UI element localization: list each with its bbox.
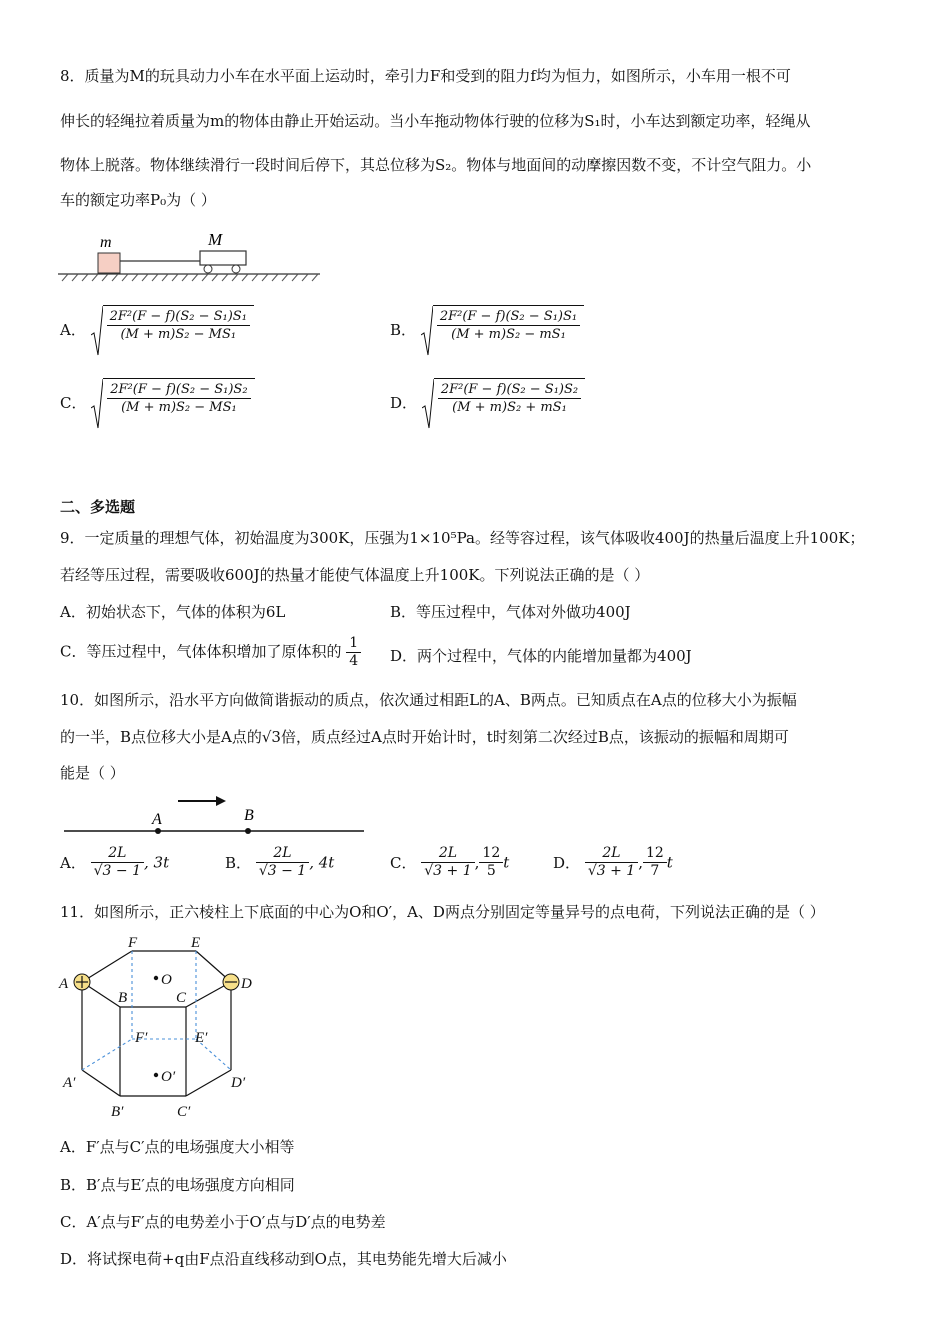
denominator: 7	[650, 863, 660, 879]
option-label: B．	[225, 854, 252, 872]
label-d: D	[241, 976, 252, 992]
q8-option-a[interactable]	[60, 305, 254, 357]
q11-option-b[interactable]: B．B′点与E′点的电场强度方向相同	[60, 1176, 295, 1194]
q8-option-b[interactable]	[390, 305, 584, 357]
sqrt	[422, 378, 585, 430]
q8-line-1: 8．质量为M的玩具动力小车在水平面上运动时，牵引力F和受到的阻力f均为恒力，如图所示，小车用一根不可	[60, 67, 791, 85]
numerator: 12	[479, 845, 503, 863]
q8-cart-figure	[58, 225, 328, 285]
denominator: √3 − 1	[258, 863, 307, 879]
numerator: 2F²(F − f)(S₂ − S₁)S₂	[438, 381, 581, 399]
denominator: (M + m)S₂ − mS₁	[451, 327, 566, 342]
sqrt-sign-icon	[421, 305, 433, 357]
q11-hexagonal-prism-figure	[55, 930, 275, 1125]
denominator: 5	[486, 863, 496, 879]
q9-option-b[interactable]: B．等压过程中，气体对外做功400J	[390, 603, 631, 621]
arrow-head-icon	[216, 796, 226, 806]
center-o-dot	[154, 976, 158, 980]
q9-option-a[interactable]: A．初始状态下，气体的体积为6L	[60, 603, 286, 621]
denominator: (M + m)S₂ + mS₁	[452, 400, 567, 415]
label-o: O	[161, 972, 172, 988]
positive-charge-icon	[74, 974, 90, 990]
cart-wheel	[232, 265, 240, 273]
label-b: B	[244, 807, 254, 824]
option-label: C．	[60, 394, 87, 412]
denominator: √3 + 1	[424, 863, 472, 879]
label-a: A	[152, 811, 162, 828]
option-label: D．	[390, 394, 418, 412]
q8-line-4: 车的额定功率P₀为（ ）	[60, 191, 216, 209]
option-rest: t	[503, 853, 510, 872]
label-d-prime: D′	[231, 1075, 246, 1091]
q10-option-b[interactable]	[225, 845, 334, 880]
label-c: C	[176, 990, 187, 1006]
numerator: 1	[346, 635, 361, 653]
ground-hatch	[62, 274, 318, 281]
numerator: 2F²(F − f)(S₂ − S₁)S₁	[437, 308, 580, 326]
q9-option-c[interactable]	[60, 635, 361, 670]
cart-wheel	[204, 265, 212, 273]
denominator: 4	[349, 653, 359, 669]
label-a-prime: A′	[63, 1075, 76, 1091]
numerator: 2L	[585, 845, 638, 863]
label-b: B	[118, 990, 128, 1006]
label-f: F	[128, 935, 138, 951]
denominator: √3 − 1	[93, 863, 141, 879]
label-o-prime: O′	[161, 1069, 176, 1085]
q8-line-3: 物体上脱落。物体继续滑行一段时间后停下，其总位移为S₂。物体与地面间的动摩擦因数不变，不计空气阻力。小	[60, 156, 812, 174]
hidden-edges	[82, 951, 231, 1070]
option-label: C．	[390, 854, 417, 872]
sqrt-sign-icon	[422, 378, 434, 430]
numerator: 2L	[91, 845, 144, 863]
point-b	[245, 828, 251, 834]
q8-option-c[interactable]	[60, 378, 255, 430]
q9-option-d[interactable]: D．两个过程中，气体的内能增加量都为400J	[390, 647, 692, 665]
numerator: 2F²(F − f)(S₂ − S₁)S₂	[107, 381, 250, 399]
label-m: m	[100, 234, 112, 251]
numerator: 12	[643, 845, 667, 863]
numerator: 2L	[421, 845, 474, 863]
option-label: A．	[60, 321, 86, 339]
option-rest: t	[666, 853, 673, 872]
sqrt	[91, 378, 254, 430]
q10-option-a[interactable]	[60, 845, 169, 880]
q8-option-d[interactable]	[390, 378, 585, 430]
label-c-prime: C′	[177, 1104, 191, 1120]
option-text: C．等压过程中，气体体积增加了原体积的	[60, 642, 342, 661]
label-f-prime: F′	[135, 1030, 148, 1046]
block-m	[98, 253, 120, 273]
option-label: A．	[60, 854, 86, 872]
label-e: E	[191, 935, 201, 951]
q11-option-c[interactable]: C．A′点与F′点的电势差小于O′点与D′点的电势差	[60, 1213, 386, 1231]
q10-line-2: 的一半，B点位移大小是A点的√3倍，质点经过A点时开始计时，t时刻第二次经过B点，该振动的振幅和周期可	[60, 728, 789, 746]
label-M: M	[208, 230, 223, 249]
label-a: A	[59, 976, 69, 992]
q9-line-2: 若经等压过程，需要吸收600J的热量才能使气体温度上升100K。下列说法正确的是（ ）	[60, 566, 650, 584]
negative-charge-icon	[223, 974, 239, 990]
point-a	[155, 828, 161, 834]
numerator: 2F²(F − f)(S₂ − S₁)S₁	[107, 308, 250, 326]
q11-line-1: 11．如图所示，正六棱柱上下底面的中心为O和O′，A、D两点分别固定等量异号的点电荷，下列说法正确的是（ ）	[60, 903, 825, 921]
q10-option-c[interactable]: C． $\frac{2L}{√3 + 1}$ , $\frac{12}{5}$ t	[390, 845, 510, 879]
q10-line-1: 10．如图所示，沿水平方向做简谐振动的质点，依次通过相距L的A、B两点。已知质点在A点的位移大小为振幅	[60, 691, 797, 709]
sqrt-sign-icon	[91, 378, 103, 430]
q10-line-3: 能是（ ）	[60, 764, 125, 782]
center-o-prime-dot	[154, 1073, 158, 1077]
label-e-prime: E′	[195, 1030, 208, 1046]
q10-oscillation-figure	[62, 790, 372, 840]
q11-option-a[interactable]: A．F′点与C′点的电场强度大小相等	[60, 1138, 295, 1156]
section-title: 二、多选题	[60, 498, 136, 516]
denominator: √3 + 1	[587, 863, 636, 879]
q11-option-d[interactable]: D．将试探电荷+q由F点沿直线移动到O点，其电势能先增大后减小	[60, 1250, 507, 1268]
option-label: D．	[553, 854, 581, 872]
option-label: B．	[390, 321, 417, 339]
denominator: (M + m)S₂ − MS₁	[121, 400, 237, 415]
sqrt	[91, 305, 254, 357]
cart-body	[200, 251, 246, 265]
sqrt-sign-icon	[91, 305, 103, 357]
sqrt	[421, 305, 584, 357]
q10-option-d[interactable]: D． $\frac{2L}{√3 + 1}$ , $\frac{12}{7}$ t	[553, 845, 673, 879]
q8-line-2: 伸长的轻绳拉着质量为m的物体由静止开始运动。当小车拖动物体行驶的位移为S₁时，小车达到额定功率，轻绳从	[60, 112, 811, 130]
option-rest: , 4t	[309, 853, 335, 872]
label-b-prime: B′	[111, 1104, 124, 1120]
numerator: 2L	[256, 845, 309, 863]
option-rest: , 3t	[144, 853, 170, 872]
q9-line-1: 9．一定质量的理想气体，初始温度为300K，压强为1×10⁵Pa。经等容过程，该气体吸收400J的热量后温度上升100K；	[60, 529, 865, 547]
denominator: (M + m)S₂ − MS₁	[120, 327, 237, 342]
